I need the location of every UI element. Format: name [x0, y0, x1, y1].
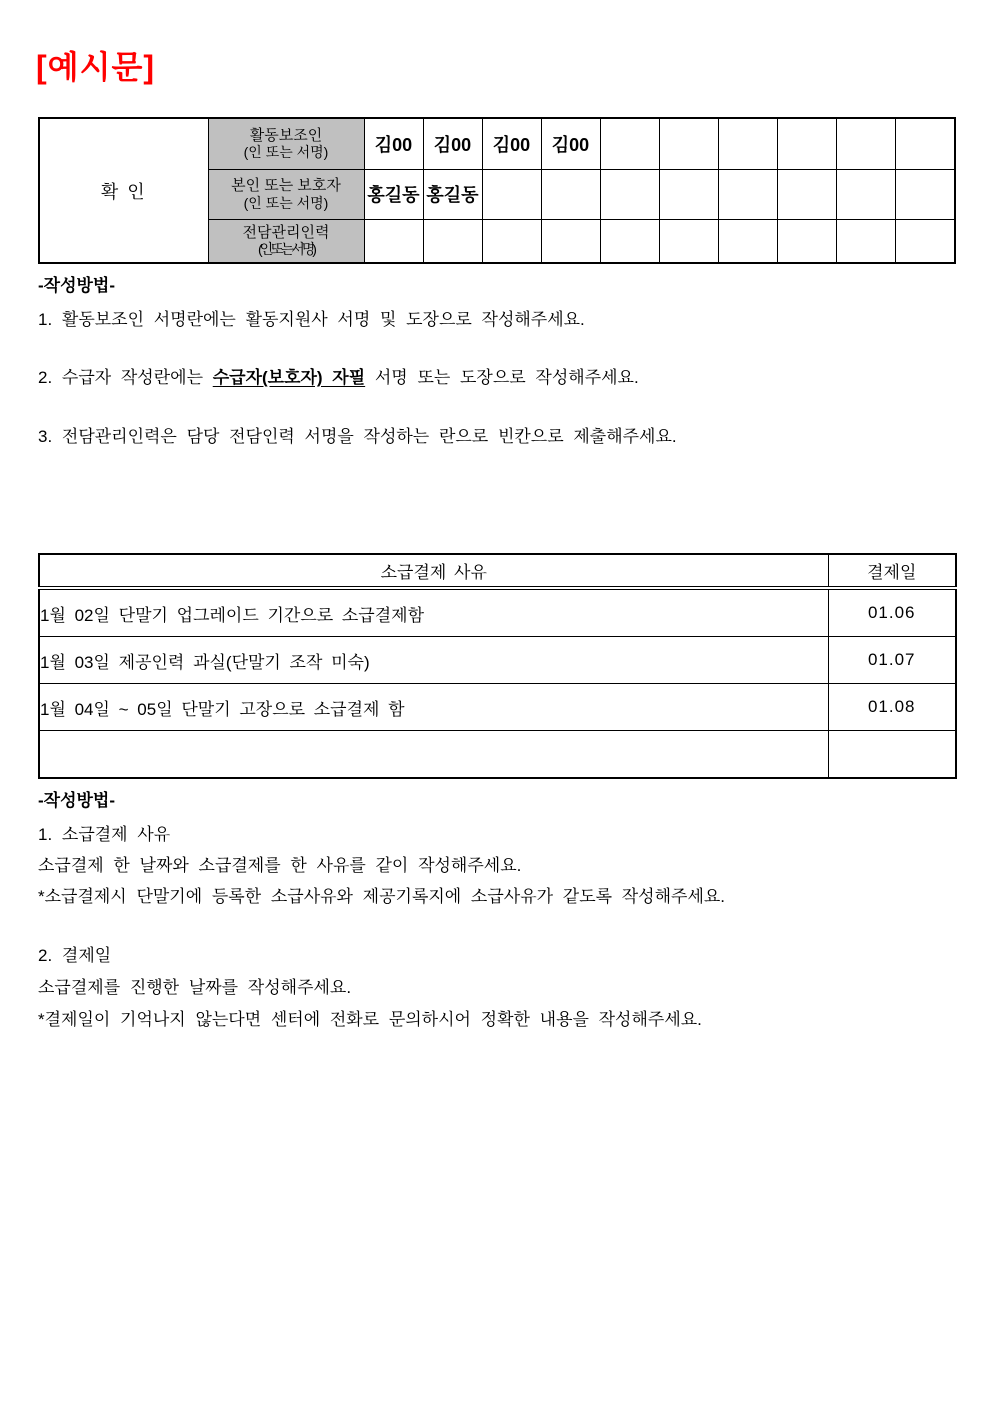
confirm-row-assistant: [39, 118, 955, 169]
signature-cell: [600, 169, 659, 219]
payment-table: [38, 553, 957, 779]
method2-line1: 1. 소급결제 사유: [38, 825, 171, 844]
signature-cell: [777, 118, 836, 169]
label-line2: (인 또는 서명): [243, 194, 329, 211]
signature-cell: 홍길동: [364, 169, 423, 219]
signature-cell: [836, 219, 895, 263]
payment-row: [39, 588, 956, 637]
signature-cell: [718, 219, 777, 263]
signature-cell: 김00: [482, 118, 541, 169]
signature-cell: 홍길동: [423, 169, 482, 219]
method1-item2: [38, 363, 639, 388]
method2-line6: *결제일이 기억나지 않는다면 센터에 전화로 문의하시어 정확한 내용을 작성해주세요.: [38, 1010, 702, 1029]
signature-cell: 김00: [541, 118, 600, 169]
method1-heading: -작성방법-: [38, 276, 116, 295]
label-line1: 본인 또는 보호자: [231, 177, 341, 195]
signature-cell: [364, 219, 423, 263]
label-activity-assistant: [208, 118, 364, 169]
header-payment-date: 결제일: [828, 554, 956, 588]
method2-line5: 소급결제를 진행한 날짜를 작성해주세요.: [38, 978, 352, 997]
reason-cell: 1월 02일 단말기 업그레이드 기간으로 소급결제함: [39, 588, 828, 637]
signature-cell: [718, 169, 777, 219]
reason-cell: 1월 03일 제공인력 과실(단말기 조작 미숙): [39, 637, 828, 684]
signature-cell: [777, 169, 836, 219]
confirm-row-header: 확 인: [39, 118, 208, 263]
signature-cell: [777, 219, 836, 263]
signature-cell: [659, 219, 718, 263]
method2-line4: 2. 결제일: [38, 946, 112, 965]
signature-cell: [600, 118, 659, 169]
signature-cell: [895, 219, 955, 263]
payment-row: [39, 731, 956, 779]
signature-cell: [895, 169, 955, 219]
signature-cell: [836, 169, 895, 219]
signature-cell: [718, 118, 777, 169]
label-self-or-guardian: [208, 169, 364, 219]
signature-cell: [423, 219, 482, 263]
signature-cell: [895, 118, 955, 169]
signature-cell: [659, 169, 718, 219]
signature-cell: 김00: [364, 118, 423, 169]
method1-item3: 3. 전담관리인력은 담당 전담인력 서명을 작성하는 란으로 빈칸으로 제출해주세요.: [38, 427, 677, 446]
method2-heading: -작성방법-: [38, 791, 116, 810]
payment-row: [39, 637, 956, 684]
label-line1: 전담관리인력: [242, 224, 330, 242]
payment-row: [39, 684, 956, 731]
label-line1: 활동보조인: [249, 127, 323, 145]
signature-cell: [482, 219, 541, 263]
item2-pre: 2. 수급자 작성란에는: [38, 368, 213, 387]
confirmation-table: [38, 117, 956, 264]
signature-cell: [600, 219, 659, 263]
reason-cell: [39, 731, 828, 779]
reason-cell: 1월 04일 ~ 05일 단말기 고장으로 소급결제 함: [39, 684, 828, 731]
signature-cell: [482, 169, 541, 219]
page-title: [예시문]: [36, 49, 156, 85]
item2-emphasis: 수급자(보호자) 자필: [212, 368, 366, 387]
signature-cell: [659, 118, 718, 169]
header-reason: 소급결제 사유: [39, 554, 828, 588]
date-cell: 01.06: [828, 588, 956, 637]
label-dedicated-manager: [208, 219, 364, 263]
payment-header-row: [39, 554, 956, 588]
date-cell: 01.07: [828, 637, 956, 684]
label-line2: (인또는서명): [258, 241, 314, 258]
date-cell: 01.08: [828, 684, 956, 731]
signature-cell: [836, 118, 895, 169]
method2-line3: *소급결제시 단말기에 등록한 소급사유와 제공기록지에 소급사유가 같도록 작성해주세요.: [38, 887, 726, 906]
label-line2: (인 또는 서명): [243, 144, 329, 161]
signature-cell: [541, 169, 600, 219]
item2-post: 서명 또는 도장으로 작성해주세요.: [365, 368, 639, 387]
date-cell: [828, 731, 956, 779]
method1-item1: 1. 활동보조인 서명란에는 활동지원사 서명 및 도장으로 작성해주세요.: [38, 310, 585, 329]
signature-cell: [541, 219, 600, 263]
method2-line2: 소급결제 한 날짜와 소급결제를 한 사유를 같이 작성해주세요.: [38, 856, 522, 875]
signature-cell: 김00: [423, 118, 482, 169]
